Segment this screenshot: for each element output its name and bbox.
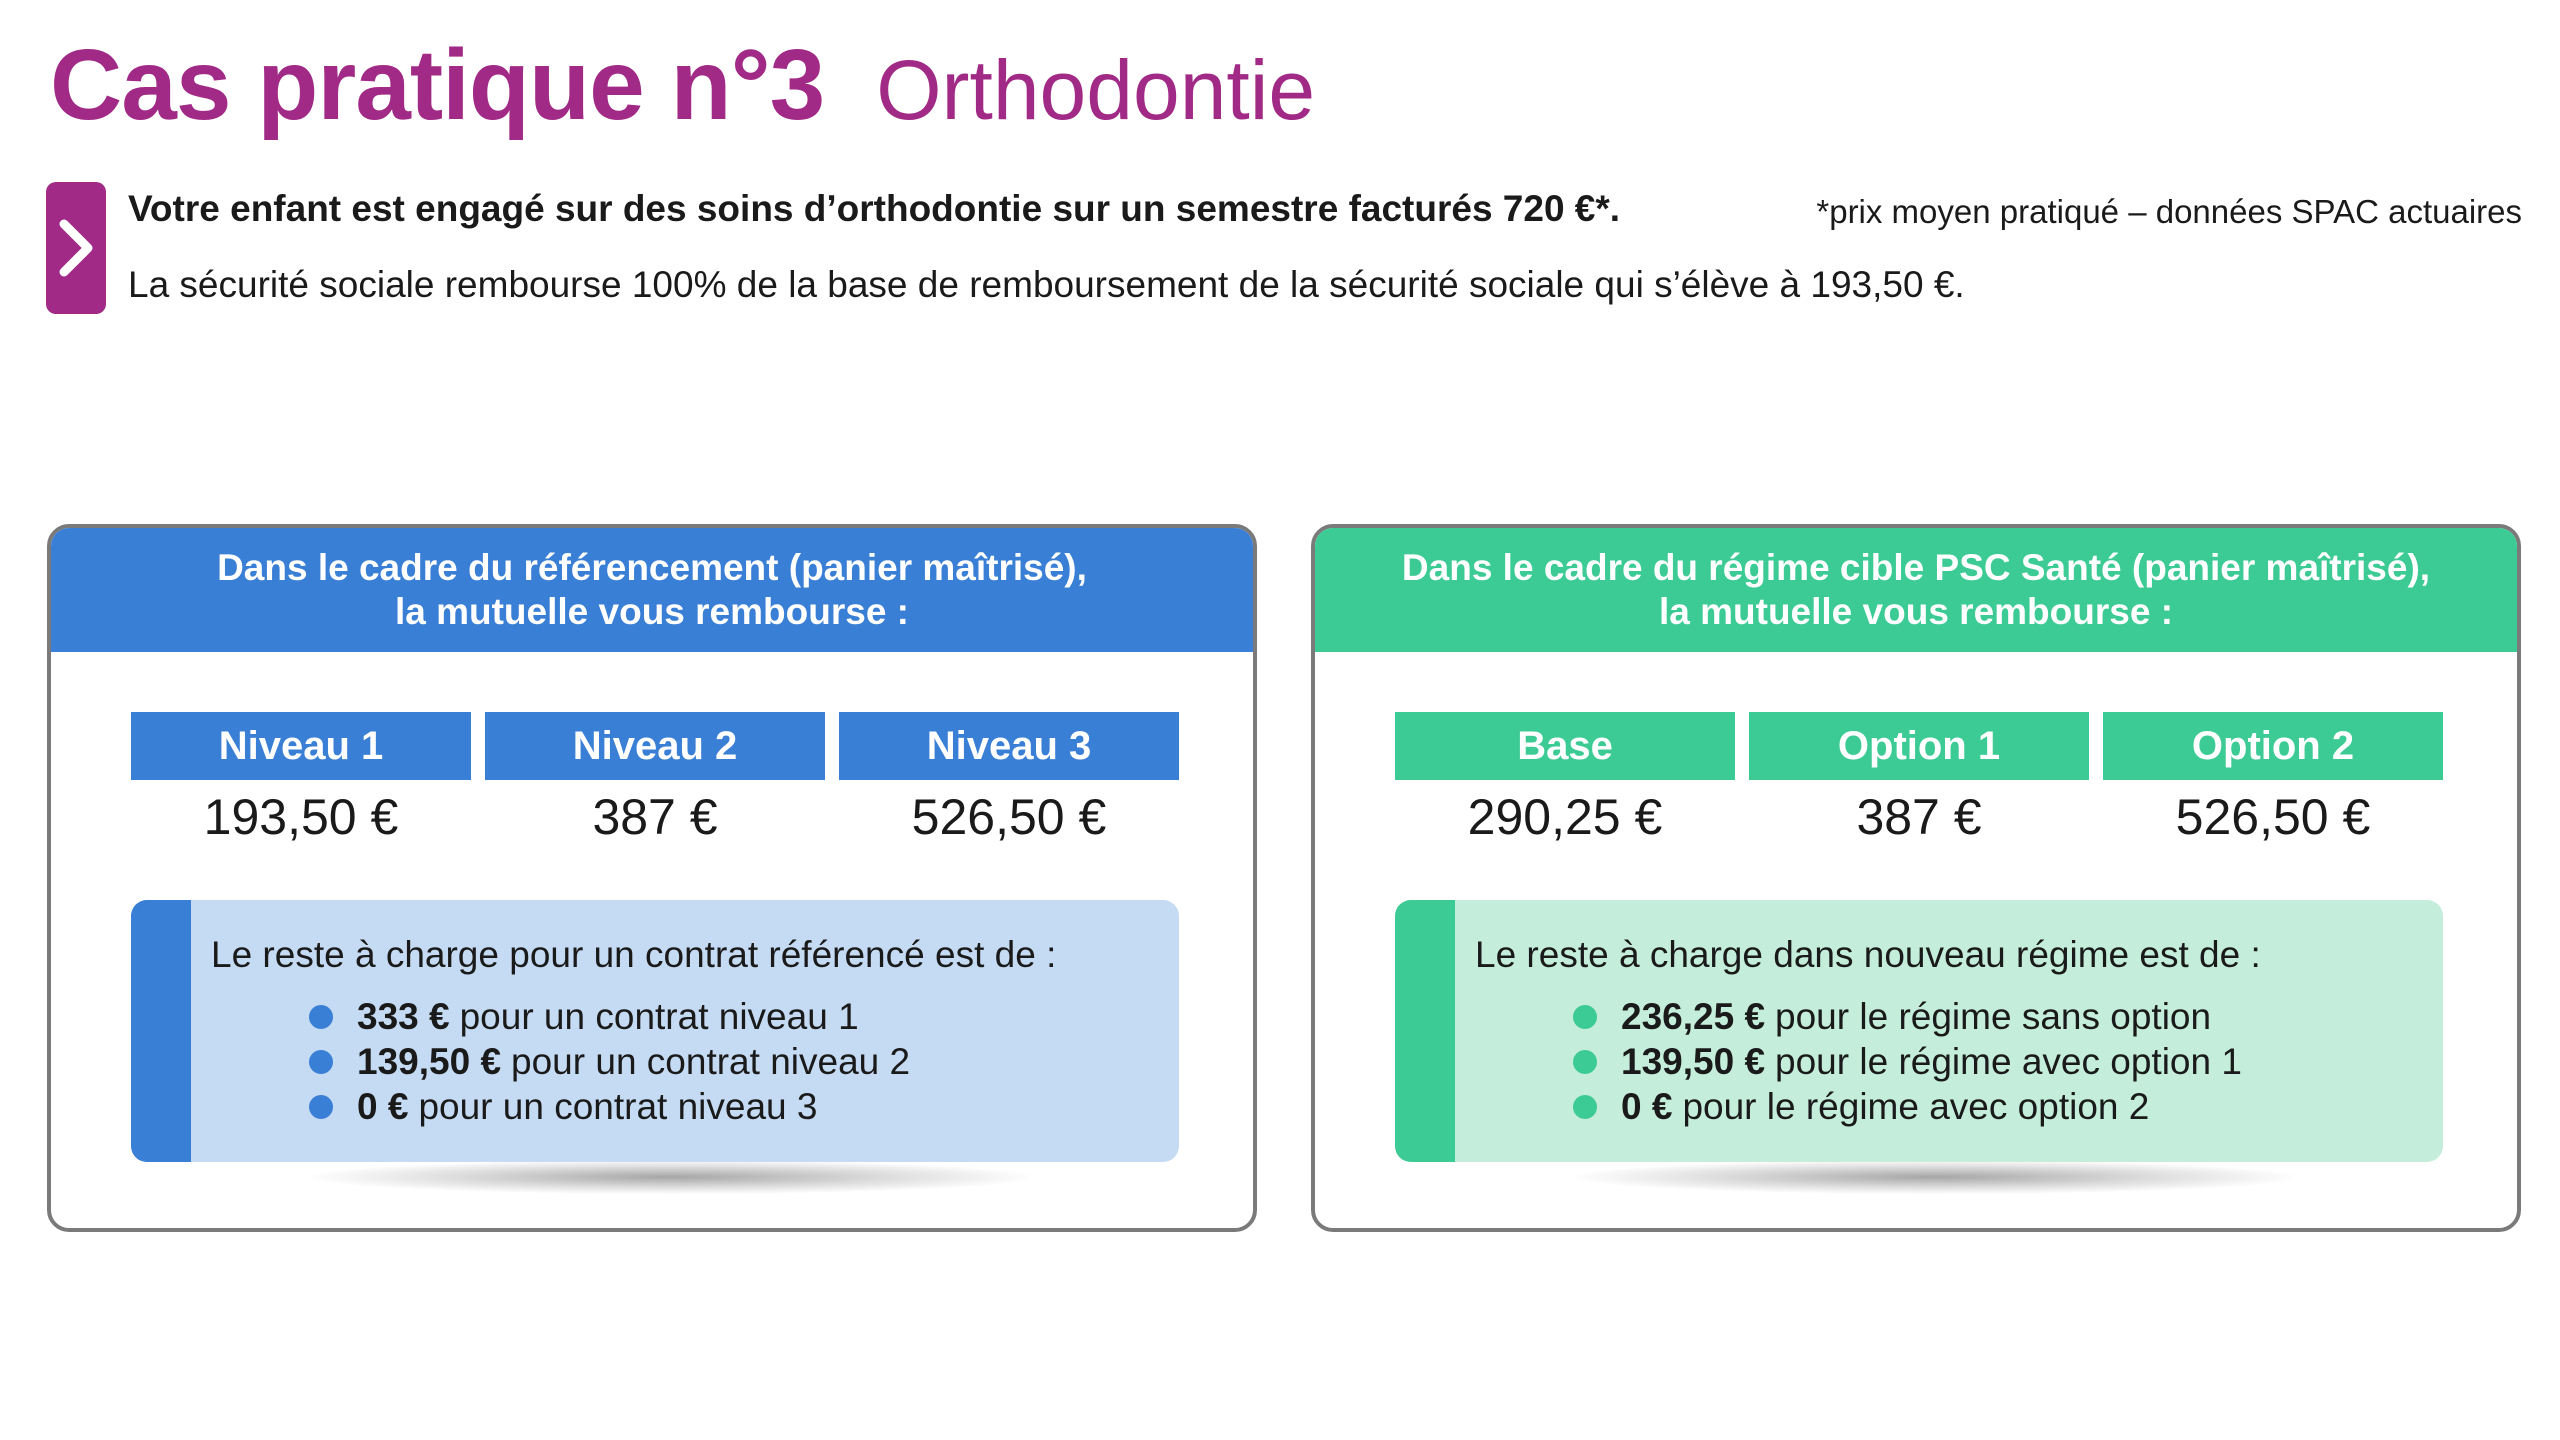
intro-bold-line: Votre enfant est engagé sur des soins d’orthodontie sur un semestre facturés 720 €*. xyxy=(128,188,1621,229)
item-text: pour un contrat niveau 1 xyxy=(459,996,859,1037)
level-value: 526,50 € xyxy=(2175,789,2371,845)
item-text: pour un contrat niveau 3 xyxy=(418,1086,818,1127)
level-column xyxy=(2103,712,2443,846)
level-value: 526,50 € xyxy=(911,789,1107,845)
level-label: Option 1 xyxy=(1749,712,2089,780)
bullet-icon xyxy=(1573,1095,1597,1119)
amount: 0 € xyxy=(1621,1086,1673,1127)
bullet-icon xyxy=(309,1050,333,1074)
rest-intro: Le reste à charge pour un contrat référencé est de : xyxy=(211,934,1057,975)
level-column xyxy=(839,712,1179,846)
card-header-line-1: Dans le cadre du régime cible PSC Santé (panier maîtrisé), xyxy=(1401,546,2431,588)
intro-footnote: *prix moyen pratiqué – données SPAC actuaires xyxy=(1816,193,2522,230)
bullet-icon xyxy=(309,1095,333,1119)
rest-intro: Le reste à charge dans nouveau régime est de : xyxy=(1475,934,2261,975)
card-header-line-2: la mutuelle vous rembourse : xyxy=(394,591,909,632)
intro-line-2: La sécurité sociale rembourse 100% de la base de remboursement de la sécurité sociale qui s’élève à 193,50 €. xyxy=(128,264,1965,305)
rest-list xyxy=(1573,994,2242,1129)
level-value: 193,50 € xyxy=(203,789,399,845)
level-grid xyxy=(1395,712,2443,846)
amount: 139,50 € xyxy=(357,1041,502,1082)
bullet-icon xyxy=(1573,1050,1597,1074)
title-main: Cas pratique n°3 xyxy=(50,29,825,141)
level-column xyxy=(131,712,471,846)
item-text: pour le régime avec option 1 xyxy=(1775,1041,2242,1082)
level-label: Niveau 2 xyxy=(485,712,825,780)
level-column xyxy=(1395,712,1735,846)
level-value: 290,25 € xyxy=(1467,789,1663,845)
title-sub: Orthodontie xyxy=(876,43,1316,137)
level-label: Niveau 1 xyxy=(131,712,471,780)
accent-bar xyxy=(1395,900,1455,1162)
amount: 333 € xyxy=(357,996,450,1037)
list-item xyxy=(1573,994,2242,1039)
level-column xyxy=(1749,712,2089,846)
card-header xyxy=(1315,528,2517,652)
rest-list xyxy=(309,994,910,1129)
amount: 0 € xyxy=(357,1086,409,1127)
bullet-icon xyxy=(1573,1005,1597,1029)
card-header xyxy=(51,528,1253,652)
item-text: pour le régime avec option 2 xyxy=(1682,1086,2150,1127)
chevron-right-icon xyxy=(46,182,106,314)
rest-a-charge-box xyxy=(131,900,1179,1162)
level-label: Base xyxy=(1395,712,1735,780)
referencement-card xyxy=(47,524,1257,1232)
level-column xyxy=(485,712,825,846)
card-header-line-2: la mutuelle vous rembourse : xyxy=(1658,591,2174,632)
rest-a-charge-box xyxy=(1395,900,2443,1162)
item-text: pour un contrat niveau 2 xyxy=(511,1041,911,1082)
level-grid xyxy=(131,712,1179,846)
level-value: 387 € xyxy=(1856,789,1982,845)
list-item xyxy=(309,994,910,1039)
level-label: Option 2 xyxy=(2103,712,2443,780)
card-header-line-1: Dans le cadre du référencement (panier maîtrisé), xyxy=(217,546,1087,588)
box-shadow xyxy=(1575,1160,2295,1194)
level-label: Niveau 3 xyxy=(839,712,1179,780)
box-shadow xyxy=(311,1160,1031,1194)
list-item xyxy=(1573,1039,2242,1084)
item-text: pour le régime sans option xyxy=(1775,996,2212,1037)
amount: 139,50 € xyxy=(1621,1041,1766,1082)
level-value: 387 € xyxy=(592,789,718,845)
amount: 236,25 € xyxy=(1621,996,1766,1037)
psc-sante-card xyxy=(1311,524,2521,1232)
bullet-icon xyxy=(309,1005,333,1029)
list-item xyxy=(309,1039,910,1084)
list-item xyxy=(1573,1084,2242,1129)
list-item xyxy=(309,1084,910,1129)
accent-bar xyxy=(131,900,191,1162)
page-title xyxy=(50,28,1315,148)
